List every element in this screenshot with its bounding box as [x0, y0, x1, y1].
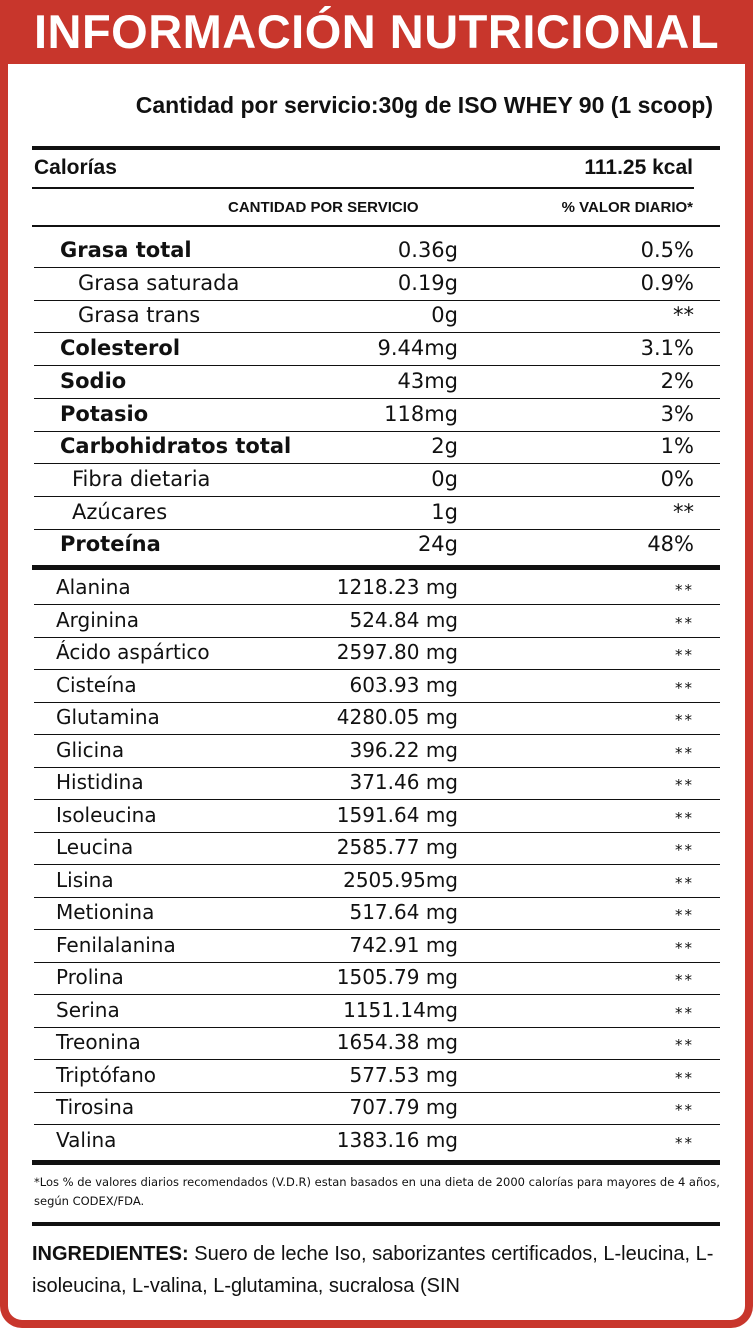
amino-acid-name: Isoleucina: [56, 802, 157, 827]
nutrient-name: Proteína: [60, 532, 161, 557]
nutrient-name: Grasa total: [60, 238, 192, 262]
nutrient-amount: 1g: [431, 499, 458, 524]
header-daily-value: % VALOR DIARIO*: [561, 199, 693, 216]
divider-thick-bottom: [32, 1160, 720, 1165]
nutrient-name: Grasa trans: [78, 303, 201, 328]
divider-thick-middle: [32, 565, 720, 570]
amino-acid-daily-value: **: [675, 613, 694, 632]
divider-header: [32, 225, 720, 227]
nutrient-amount: 0.19g: [397, 270, 458, 295]
amino-acid-name: Fenilalanina: [56, 932, 176, 957]
nutrient-amount: 2g: [431, 434, 458, 459]
amino-acid-amount: 524.84 mg: [349, 607, 458, 632]
amino-acid-row: [34, 1061, 720, 1093]
ingredients: [32, 1238, 732, 1302]
amino-acid-amount: 1218.23 mg: [336, 575, 458, 599]
amino-acid-name: Metionina: [56, 900, 155, 924]
amino-acid-amount: 742.91 mg: [349, 932, 458, 957]
amino-acid-name: Glutamina: [56, 705, 160, 729]
nutrient-daily-value: 0%: [660, 466, 694, 491]
amino-acid-amount: 371.46 mg: [349, 770, 458, 794]
nutrient-row: [34, 236, 720, 268]
amino-acid-row: [34, 606, 720, 638]
amino-acid-name: Prolina: [56, 965, 124, 989]
amino-acid-amount: 1654.38 mg: [336, 1030, 458, 1054]
amino-acid-daily-value: **: [675, 776, 694, 794]
serving-size: Cantidad por servicio:30g de ISO WHEY 90 (1 scoop): [135, 92, 713, 118]
amino-acid-amount: 1151.14mg: [343, 997, 458, 1022]
amino-acid-daily-value: **: [675, 1068, 694, 1087]
amino-acid-daily-value: **: [675, 581, 694, 599]
nutrient-daily-value: 1%: [660, 434, 694, 459]
amino-acid-amount: 517.64 mg: [349, 900, 458, 924]
amino-acid-name: Cisteína: [56, 672, 137, 697]
amino-acid-daily-value: **: [675, 1101, 694, 1119]
amino-acid-name: Treonina: [56, 1030, 141, 1054]
amino-acid-daily-value: **: [675, 678, 694, 697]
amino-acid-amount: 1505.79 mg: [336, 965, 458, 989]
nutrient-daily-value: 0.9%: [640, 270, 694, 295]
amino-acid-daily-value: **: [675, 971, 694, 989]
nutrient-daily-value: 2%: [660, 368, 694, 393]
footnote: *Los % de valores diarios recomendados (V.D.R) estan basados en una dieta de 2000 calorías para mayores de 4 años, según CODEX/FDA.: [34, 1175, 720, 1208]
amino-acid-row: [34, 801, 720, 833]
amino-acid-row: [34, 703, 720, 735]
amino-acid-name: Histidina: [56, 770, 144, 794]
amino-acid-row: [34, 866, 720, 898]
amino-acid-row: [34, 736, 720, 768]
amino-acid-daily-value: **: [675, 808, 694, 827]
calories-value: 111.25 kcal: [584, 156, 693, 179]
amino-acid-amount: 2585.77 mg: [336, 835, 458, 859]
nutrient-name: Sodio: [60, 368, 127, 393]
nutrient-amount: 43mg: [397, 368, 458, 393]
nutrient-name: Azúcares: [72, 499, 168, 524]
nutrient-name: Colesterol: [60, 336, 181, 361]
amino-acid-name: Ácido aspártico: [56, 640, 210, 664]
nutrient-row: [34, 400, 720, 432]
amino-acid-amount: 396.22 mg: [349, 737, 458, 762]
amino-acid-daily-value: **: [675, 646, 694, 664]
nutrient-daily-value: 3.1%: [640, 336, 694, 361]
nutrient-row: [34, 432, 720, 464]
nutrient-row: [34, 301, 720, 333]
nutrient-amount: 0g: [431, 466, 458, 491]
amino-acid-amount: 1383.16 mg: [336, 1127, 458, 1152]
nutrient-row: [34, 334, 720, 366]
nutrient-daily-value: **: [673, 303, 694, 328]
nutrient-daily-value: **: [673, 499, 694, 524]
amino-acid-amount: 4280.05 mg: [336, 705, 458, 729]
amino-acid-name: Triptófano: [56, 1062, 157, 1087]
ingredients-text: Suero de leche Iso, saborizantes certificados, L-leucina, L-isoleucina, L-valina, L-glutamina, sucralosa (SIN: [32, 1243, 714, 1297]
header-amount: CANTIDAD POR SERVICIO: [228, 199, 419, 216]
nutrient-row: [34, 530, 720, 562]
amino-acid-row: [34, 1093, 720, 1125]
amino-acid-row: [34, 996, 720, 1028]
amino-acid-row: [34, 1126, 720, 1158]
amino-acid-daily-value: **: [675, 906, 694, 924]
divider-thick-top: [32, 146, 720, 150]
amino-acid-row: [34, 1028, 720, 1060]
amino-acid-amount: 603.93 mg: [349, 672, 458, 697]
nutrient-row: [34, 269, 720, 301]
nutrient-row: [34, 498, 720, 530]
amino-acid-name: Valina: [56, 1127, 117, 1152]
amino-acid-row: [34, 833, 720, 865]
amino-acid-amount: 2505.95mg: [343, 867, 458, 892]
amino-acid-name: Lisina: [56, 867, 114, 892]
nutrient-amount: 0.36g: [397, 238, 458, 262]
nutrient-name: Carbohidratos total: [60, 434, 292, 459]
nutrient-name: Fibra dietaria: [72, 466, 211, 491]
divider-ingredients: [32, 1222, 720, 1226]
amino-acid-daily-value: **: [675, 1003, 694, 1022]
nutrient-row: [34, 465, 720, 497]
amino-acid-daily-value: **: [675, 873, 694, 892]
amino-acid-row: [34, 898, 720, 930]
amino-acid-daily-value: **: [675, 711, 694, 729]
amino-acid-name: Glicina: [56, 737, 125, 762]
amino-acid-daily-value: **: [675, 1036, 694, 1054]
amino-acid-row: [34, 768, 720, 800]
amino-acid-row: [34, 931, 720, 963]
amino-acid-daily-value: **: [675, 743, 694, 762]
amino-acid-row: [34, 963, 720, 995]
divider-calories: [32, 187, 694, 189]
amino-acid-amount: 1591.64 mg: [336, 802, 458, 827]
nutrient-amount: 24g: [417, 532, 458, 557]
amino-acid-amount: 707.79 mg: [349, 1095, 458, 1119]
nutrient-name: Potasio: [60, 401, 149, 426]
amino-acid-name: Alanina: [56, 575, 131, 599]
amino-acid-daily-value: **: [675, 1133, 694, 1152]
nutrient-amount: 118mg: [384, 401, 458, 426]
amino-acid-name: Leucina: [56, 835, 134, 859]
ingredients-label: INGREDIENTES:: [32, 1243, 189, 1265]
nutrient-daily-value: 48%: [647, 532, 694, 557]
amino-acid-name: Arginina: [56, 607, 139, 632]
amino-acid-row: [34, 638, 720, 670]
amino-acid-row: [34, 671, 720, 703]
nutrient-daily-value: 0.5%: [640, 238, 694, 262]
amino-acid-amount: 577.53 mg: [349, 1062, 458, 1087]
amino-acid-amount: 2597.80 mg: [336, 640, 458, 664]
page-title: INFORMACIÓN NUTRICIONAL: [0, 0, 753, 64]
amino-acid-row: [34, 573, 720, 605]
calories-label: Calorías: [34, 156, 117, 179]
amino-acid-name: Serina: [56, 997, 120, 1022]
amino-acid-name: Tirosina: [56, 1095, 135, 1119]
nutrient-name: Grasa saturada: [78, 270, 240, 295]
nutrient-amount: 0g: [431, 303, 458, 328]
nutrient-amount: 9.44mg: [377, 336, 458, 361]
nutrient-daily-value: 3%: [660, 401, 694, 426]
amino-acid-daily-value: **: [675, 841, 694, 859]
amino-acid-daily-value: **: [675, 938, 694, 957]
nutrient-row: [34, 367, 720, 399]
